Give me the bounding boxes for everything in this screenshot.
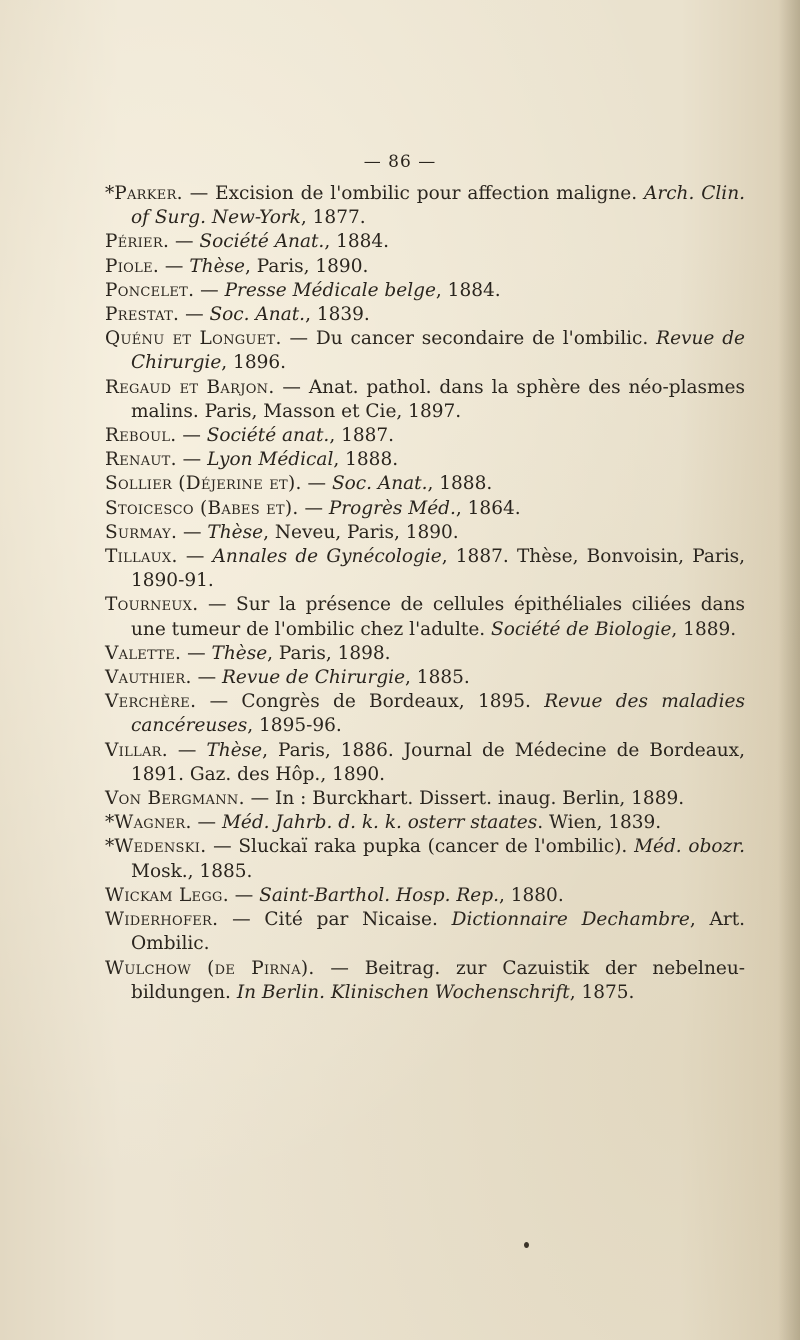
entry-text: — — [176, 449, 208, 471]
entry-reference: Société anat. — [206, 425, 330, 447]
entry-text: — — [177, 521, 208, 543]
entry-reference: Thèse — [211, 642, 268, 664]
entry-reference: Revue de Chirurgie — [221, 667, 406, 689]
entry-details: , 1864. — [455, 497, 521, 519]
entry-author: Wagner. — [114, 812, 192, 834]
bibliography-entry — [105, 424, 745, 448]
entry-details: , 1889. — [671, 618, 737, 640]
entry-reference: Revue des maladies cancéreuses — [131, 691, 745, 737]
entry-details: , 1895-96. — [247, 715, 342, 737]
entry-author: Parker. — [114, 183, 183, 204]
entry-text: — — [176, 425, 207, 447]
entry-author: Vauthier. — [105, 667, 192, 689]
entry-reference: In Berlin. Klinischen Wochenschrift — [236, 981, 570, 1003]
entry-author: Von Bergmann. — [105, 788, 245, 810]
entry-reference: Dictionnaire Dechambre — [451, 909, 690, 931]
entry-details: Mosk., 1885. — [131, 860, 253, 882]
entry-details: , Paris, 1898. — [267, 642, 391, 664]
bibliography-entry — [105, 957, 745, 1005]
page-number: — 86 — — [363, 152, 437, 172]
entry-author: Périer. — [105, 231, 170, 253]
bibliography-entry — [105, 666, 745, 690]
entry-reference: Soc. Anat. — [331, 473, 428, 495]
entry-reference: Méd. Jahrb. d. k. k. osterr staates — [221, 812, 538, 834]
bibliography-entry — [105, 279, 745, 303]
entry-text: — Congrès de Bordeaux, 1895. — [196, 691, 545, 713]
entry-details: , 1875. — [569, 981, 635, 1003]
entry-text: — — [169, 231, 200, 253]
entry-details: , 1877. — [300, 207, 366, 229]
entry-author: Sollier (Déjerine et). — [105, 473, 302, 495]
bibliography-entry — [105, 230, 745, 254]
entry-author: Tourneux. — [105, 594, 199, 616]
entry-reference: Lyon Médical — [207, 449, 334, 471]
entry-text: — Excision de l'ombilic pour affection maligne. — [182, 183, 644, 204]
entry-marker: * — [105, 183, 115, 204]
entry-text: — — [167, 739, 207, 761]
entry-author: Wedenski. — [114, 836, 207, 858]
bibliography-entry — [105, 811, 745, 835]
entry-reference: Thèse — [206, 739, 263, 761]
entry-author: Stoicesco (Babes et). — [105, 497, 299, 519]
entry-text: — — [177, 546, 213, 568]
entry-author: Valette. — [105, 642, 182, 664]
bibliography-entry — [105, 521, 745, 545]
bibliography-entry — [105, 303, 745, 327]
entry-text: — — [181, 642, 212, 664]
entry-details: , 1880. — [498, 884, 564, 906]
bibliography-entry — [105, 182, 745, 230]
entry-text: — — [298, 497, 329, 519]
entry-reference: Méd. obozr. — [634, 836, 745, 858]
bibliography-entry — [105, 835, 745, 883]
entry-author: Wickam Legg. — [105, 884, 229, 906]
page-edge-shadow — [778, 0, 800, 1340]
entry-reference: Presse Médicale belge — [224, 279, 436, 301]
entry-reference: Société de Biologie — [491, 618, 672, 640]
bibliography-entry — [105, 497, 745, 521]
bibliography-entry — [105, 908, 745, 956]
entry-details: , 1884. — [435, 279, 501, 301]
entry-text: — Cité par Nicaise. — [218, 909, 452, 931]
entry-reference: Annales de Gynécologie — [212, 546, 442, 568]
entry-text: — — [194, 279, 225, 301]
entry-author: Widerhofer. — [105, 909, 219, 931]
entry-details: , 1885. — [405, 667, 470, 689]
entry-author: Villar. — [105, 739, 168, 761]
bibliography-entry — [105, 327, 745, 375]
entry-text: — — [191, 667, 222, 689]
bibliography-entry — [105, 642, 745, 666]
bibliography-entry — [105, 448, 745, 472]
entry-author: Verchère. — [105, 691, 197, 713]
entry-details: , Art. Ombilic. — [131, 909, 746, 955]
entry-author: Piole. — [105, 255, 160, 277]
entry-details: , 1896. — [221, 352, 287, 374]
entry-text: — — [179, 304, 210, 326]
bibliography-entry — [105, 739, 745, 787]
bibliography-list — [105, 182, 745, 1005]
entry-reference: Société Anat. — [199, 231, 325, 253]
entry-author: Prestat. — [105, 304, 180, 326]
entry-details: , 1887. Thèse, Bonvoisin, Paris, 1890-91. — [131, 546, 746, 592]
entry-marker: * — [105, 812, 115, 834]
entry-text: — — [301, 473, 332, 495]
entry-details: , Paris, 1886. Journal de Médecine de Bordeaux, 1891. Gaz. des Hôp., 1890. — [131, 739, 745, 785]
entry-details: , 1888. — [333, 449, 399, 471]
bibliography-entry — [105, 787, 745, 811]
entry-text: — Anat. pathol. dans la sphère des néo-plasmes malins. Paris, Masson et Cie, 1897. — [131, 376, 745, 422]
bibliography-entry — [105, 884, 745, 908]
entry-details: , Neveu, Paris, 1890. — [263, 521, 459, 543]
entry-reference: Progrès Méd. — [328, 497, 456, 519]
entry-text: — — [191, 812, 222, 834]
bibliography-entry — [105, 255, 745, 279]
entry-text: — — [228, 884, 260, 906]
entry-details: . Wien, 1839. — [537, 812, 662, 834]
entry-reference: Saint-Barthol. Hosp. Rep. — [259, 884, 499, 906]
entry-reference: Thèse — [207, 521, 264, 543]
bibliography-entry — [105, 690, 745, 738]
entry-details: , Paris, 1890. — [244, 255, 369, 277]
entry-details: , 1887. — [329, 425, 395, 447]
entry-reference: Revue de Chirurgie — [131, 328, 745, 374]
entry-author: Reboul. — [105, 425, 177, 447]
entry-details: , 1884. — [324, 231, 390, 253]
entry-text: — Sur la présence de cellules épithéliales ciliées dans une tumeur de l'ombilic chez l'adulte. — [131, 594, 745, 640]
entry-details: , 1888. — [427, 473, 493, 495]
entry-text: — In : Burckhart. Dissert. inaug. Berlin, 1889. — [244, 788, 685, 810]
entry-author: Wulchow (de Pirna). — [105, 957, 315, 979]
entry-text: — Beitrag. zur Cazuistik der nebelneu-bildungen. — [131, 957, 745, 1003]
entry-reference: Soc. Anat. — [209, 304, 306, 326]
entry-author: Renaut. — [105, 449, 177, 471]
bibliography-entry — [105, 376, 745, 424]
entry-text: — Sluckaï raka pupka (cancer de l'ombilic). — [206, 836, 635, 858]
bibliography-entry — [105, 545, 745, 593]
entry-text: — Du cancer secondaire de l'ombilic. — [281, 328, 657, 350]
entry-text: — — [159, 255, 190, 277]
bibliography-entry — [105, 472, 745, 496]
entry-details: , 1839. — [305, 304, 370, 326]
entry-reference: Arch. Clin. of Surg. New-York — [131, 183, 745, 229]
ink-speck — [524, 1242, 529, 1248]
entry-reference: Thèse — [189, 255, 245, 277]
entry-author: Surmay. — [105, 521, 178, 543]
entry-author: Regaud et Barjon. — [105, 376, 275, 398]
entry-author: Poncelet. — [105, 279, 195, 301]
entry-author: Quénu et Longuet. — [105, 328, 282, 350]
entry-marker: * — [105, 836, 115, 858]
entry-author: Tillaux. — [105, 546, 178, 568]
bibliography-entry — [105, 593, 745, 641]
